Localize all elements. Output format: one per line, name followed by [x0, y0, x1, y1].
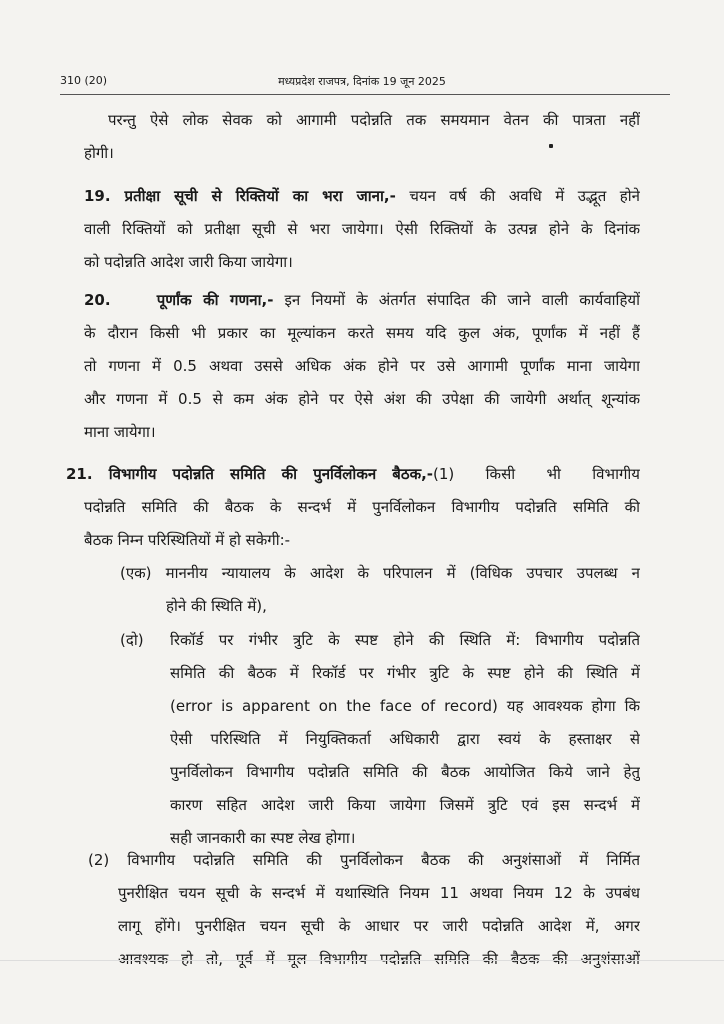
- clause-do-line-6: कारण सहित आदेश जारी किया जायेगा जिसमें त्रुटि एवं इस सन्दर्भ में: [170, 796, 640, 814]
- section-20-line-3: तो गणना में 0.5 अथवा उससे अधिक अंक होने पर उसे आगामी पूर्णांक माना जायेगा: [84, 357, 640, 375]
- section-19: [84, 180, 640, 279]
- section-21-heading: 21. विभागीय पदोन्नति समिति की पुनर्विलोकन बैठक,-: [66, 465, 434, 483]
- section-20-line-5: माना जायेगा।: [84, 423, 156, 441]
- clause-ek-line-1: [120, 557, 640, 590]
- clause-ek-line-2: होने की स्थिति में),: [166, 597, 267, 615]
- section-20-line-2: के दौरान किसी भी प्रकार का मूल्यांकन करते समय यदि कुल अंक, पूर्णांक में नहीं हैं: [84, 324, 640, 342]
- ink-mark: [549, 144, 553, 148]
- intro-line-1: परन्तु ऐसे लोक सेवक को आगामी पदोन्नति तक समयमान वेतन की पात्रता नहीं: [108, 111, 640, 129]
- para-2-line-3: लागू होंगे। पुनरीक्षित चयन सूची के आधार पर जारी पदोन्नति आदेश में, अगर: [118, 917, 640, 935]
- clause-do-label: (दो): [120, 631, 144, 649]
- para-2-line-2: पुनरीक्षित चयन सूची के सन्दर्भ में यथास्थिति नियम 11 अथवा नियम 12 के उपबंध: [118, 884, 640, 902]
- clause-do: [170, 624, 640, 855]
- section-19-heading: 19. प्रतीक्षा सूची से रिक्तियों का भरा जाना,-: [84, 187, 396, 205]
- section-21-para-2-cont: [118, 877, 640, 976]
- section-20-line-1-text: इन नियमों के अंतर्गत संपादित की जाने वाली कार्यवाहियों: [273, 291, 640, 309]
- clause-ek-label: (एक): [120, 564, 152, 582]
- page-header: [60, 74, 664, 90]
- section-19-line-3: को पदोन्नति आदेश जारी किया जायेगा।: [84, 253, 293, 271]
- header-divider: [60, 94, 670, 95]
- section-21-body: [84, 491, 640, 557]
- clause-ek-cont: [166, 590, 640, 623]
- clause-do-line-2: समिति की बैठक में रिकॉर्ड पर गंभीर त्रुटि के स्पष्ट होने की स्थिति में: [170, 664, 640, 682]
- section-21-line-1: [66, 458, 640, 491]
- section-20-line-4: और गणना में 0.5 से कम अंक होने पर ऐसे अंश की उपेक्षा की जायेगी अर्थात् शून्यांक: [84, 390, 640, 408]
- section-19-line-1: [84, 180, 640, 213]
- section-20: [84, 284, 640, 449]
- clause-do-line-3: (error is apparent on the face of record) यह आवश्यक होगा कि: [170, 697, 640, 715]
- clause-ek: [120, 557, 640, 590]
- section-20-heading: 20. पूर्णांक की गणना,-: [84, 291, 274, 309]
- clause-do-line-4: ऐसी परिस्थिति में नियुक्तिकर्ता अधिकारी द्वारा स्वयं के हस्ताक्षर से: [170, 730, 640, 748]
- para-2-line-1: (2) विभागीय पदोन्नति समिति की पुनर्विलोकन बैठक की अनुशंसाओं में निर्मित: [88, 851, 640, 869]
- section-21-line-2: पदोन्नति समिति की बैठक के सन्दर्भ में पुनर्विलोकन विभागीय पदोन्नति समिति की: [84, 498, 640, 516]
- clause-ek-line-1-text: माननीय न्यायालय के आदेश के परिपालन में (विधिक उपचार उपलब्ध न: [165, 564, 640, 582]
- intro-line-2: होगी।: [84, 144, 114, 162]
- para-2-line-4: आवश्यक हो तो, पूर्व में मूल विभागीय पदोन्नति समिति की बैठक की अनुशंसाओं: [118, 950, 640, 968]
- gazette-title: मध्यप्रदेश राजपत्र, दिनांक 19 जून 2025: [278, 75, 446, 88]
- section-19-line-2: वाली रिक्तियों को प्रतीक्षा सूची से भरा जायेगा। ऐसी रिक्तियों के उत्पन्न होने के दिनांक: [84, 220, 640, 238]
- clause-do-line-1: रिकॉर्ड पर गंभीर त्रुटि के स्पष्ट होने की स्थिति में: विभागीय पदोन्नति: [170, 631, 640, 649]
- section-21-line-1-text: (1) किसी भी विभागीय: [433, 465, 640, 483]
- page-number: 310 (20): [60, 74, 108, 87]
- section-19-line-1-text: चयन वर्ष की अवधि में उद्भूत होने: [395, 187, 640, 205]
- section-21-line-3: बैठक निम्न परिस्थितियों में हो सकेगी:-: [84, 531, 291, 549]
- clause-do-line-7: सही जानकारी का स्पष्ट लेख होगा।: [170, 829, 356, 847]
- section-21: [66, 458, 640, 491]
- clause-do-line-5: पुनर्विलोकन विभागीय पदोन्नति समिति की बैठक आयोजित किये जाने हेतु: [170, 763, 640, 781]
- section-21-para-2: [88, 844, 640, 877]
- section-20-line-1: [84, 284, 640, 317]
- scan-edge: [0, 960, 724, 961]
- intro-paragraph: [84, 104, 640, 170]
- clause-do-label-box: [120, 624, 160, 657]
